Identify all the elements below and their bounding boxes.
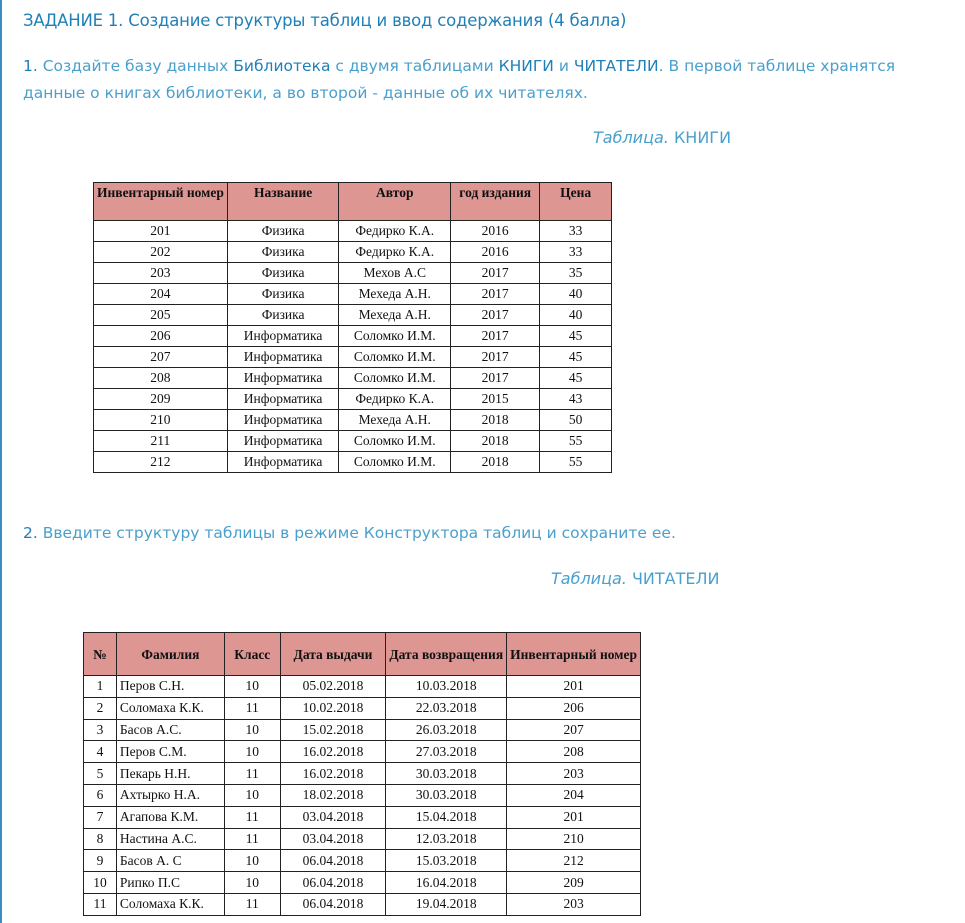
table-cell: 03.04.2018 [280,828,386,850]
table-cell: 12.03.2018 [386,828,507,850]
table-row [94,410,612,431]
table-row [84,741,641,763]
table-row [94,305,612,326]
table-cell: Соломаха К.К. [116,697,224,719]
readers-header-cell: Дата выдачи [280,633,386,676]
table-cell: 2016 [451,242,540,263]
table-cell: 40 [540,284,612,305]
table-cell: 202 [94,242,228,263]
table-cell: Информатика [227,452,339,473]
readers-header-cell: № [84,633,117,676]
table-row [84,763,641,785]
table-cell: 10 [224,850,280,872]
table-cell: 2017 [451,284,540,305]
table-row [94,263,612,284]
table-cell: 2018 [451,452,540,473]
table-row [84,719,641,741]
table-cell: 210 [94,410,228,431]
table-cell: 206 [94,326,228,347]
table-row [94,368,612,389]
books-table [93,182,612,473]
table-cell: 2018 [451,431,540,452]
table-cell: 15.03.2018 [386,850,507,872]
table-cell: Федирко К.А. [339,221,451,242]
table-cell: Ахтырко Н.А. [116,784,224,806]
table-row [84,784,641,806]
table-cell: Информатика [227,389,339,410]
table-row [84,806,641,828]
table-cell: 2 [84,697,117,719]
table-cell: 2017 [451,326,540,347]
table-row [94,326,612,347]
table-cell: 4 [84,741,117,763]
table-cell: 40 [540,305,612,326]
table-cell: Физика [227,305,339,326]
table-cell: Федирко К.А. [339,242,451,263]
table-cell: 55 [540,431,612,452]
table-cell: 05.02.2018 [280,676,386,698]
table-cell: 208 [94,368,228,389]
table-cell: 10 [224,719,280,741]
table-row [94,221,612,242]
table-cell: 27.03.2018 [386,741,507,763]
table-cell: 06.04.2018 [280,872,386,894]
table-cell: Соломаха К.К. [116,893,224,915]
table-cell: 7 [84,806,117,828]
page-title: ЗАДАНИЕ 1. Создание структуры таблиц и ввод содержания (4 балла) [23,11,627,30]
table-cell: 211 [94,431,228,452]
table-row [84,697,641,719]
table-cell: Федирко К.А. [339,389,451,410]
books-header-cell: Инвентарный номер [94,183,228,221]
table-cell: 15.04.2018 [386,806,507,828]
table-cell: Агапова К.М. [116,806,224,828]
table-cell: 30.03.2018 [386,763,507,785]
table-cell: 11 [224,763,280,785]
books-header-cell: год издания [451,183,540,221]
table-row [84,872,641,894]
table-cell: Перов С.Н. [116,676,224,698]
table-cell: Настина А.С. [116,828,224,850]
task-1-number: 1. [23,57,38,75]
table-cell: Информатика [227,410,339,431]
table-cell: 204 [507,784,641,806]
table-cell: 212 [94,452,228,473]
table-row [94,347,612,368]
table-cell: Физика [227,284,339,305]
table-row [94,389,612,410]
table-cell: Басов А.С. [116,719,224,741]
table-row [84,850,641,872]
table-cell: Соломко И.М. [339,368,451,389]
table-name-readers: ЧИТАТЕЛИ [573,57,659,75]
table-cell: 2018 [451,410,540,431]
table-name-books: КНИГИ [498,57,554,75]
table-row [84,828,641,850]
table-row [94,284,612,305]
table-cell: 2016 [451,221,540,242]
table-cell: Мехеда А.Н. [339,284,451,305]
table-cell: Соломко И.М. [339,326,451,347]
table-cell: 2017 [451,368,540,389]
table-row [84,893,641,915]
table-cell: Соломко И.М. [339,431,451,452]
table-cell: 201 [507,806,641,828]
table-cell: Информатика [227,347,339,368]
table-cell: 201 [507,676,641,698]
table-cell: 11 [84,893,117,915]
books-header-cell: Название [227,183,339,221]
table-cell: Физика [227,242,339,263]
table-cell: 10 [224,676,280,698]
table-cell: Соломко И.М. [339,347,451,368]
table-cell: 207 [94,347,228,368]
left-border [0,0,2,923]
table-cell: 16.02.2018 [280,741,386,763]
table-cell: Мехов А.С [339,263,451,284]
task-2-text: 2. Введите структуру таблицы в режиме Конструктора таблиц и сохраните ее. [23,524,676,542]
table-cell: Перов С.М. [116,741,224,763]
table-cell: 45 [540,326,612,347]
table-cell: 55 [540,452,612,473]
table-cell: 11 [224,697,280,719]
table-cell: 206 [507,697,641,719]
task-2-number: 2. [23,524,38,542]
table-cell: 45 [540,368,612,389]
table-cell: 50 [540,410,612,431]
table-cell: 15.02.2018 [280,719,386,741]
table-cell: 10 [224,741,280,763]
readers-header-cell: Фамилия [116,633,224,676]
table-cell: 18.02.2018 [280,784,386,806]
table-cell: 205 [94,305,228,326]
table-cell: 16.04.2018 [386,872,507,894]
table-cell: 9 [84,850,117,872]
table-row [84,676,641,698]
readers-table-caption: Таблица. ЧИТАТЕЛИ [551,569,720,588]
table-cell: Информатика [227,368,339,389]
table-cell: 204 [94,284,228,305]
table-cell: 10.02.2018 [280,697,386,719]
table-cell: 35 [540,263,612,284]
table-cell: 30.03.2018 [386,784,507,806]
table-cell: Физика [227,263,339,284]
books-header-cell: Автор [339,183,451,221]
readers-header-cell: Дата возвращения [386,633,507,676]
table-cell: 10 [224,784,280,806]
table-cell: 2017 [451,263,540,284]
table-cell: 10 [224,872,280,894]
table-cell: Мехеда А.Н. [339,410,451,431]
table-cell: Пекарь Н.Н. [116,763,224,785]
table-cell: 203 [507,893,641,915]
table-cell: 2015 [451,389,540,410]
table-cell: Мехеда А.Н. [339,305,451,326]
table-cell: 210 [507,828,641,850]
table-cell: 22.03.2018 [386,697,507,719]
database-name: Библиотека [233,57,331,75]
table-row [94,452,612,473]
readers-header-cell: Инвентарный номер [507,633,641,676]
table-cell: Рипко П.С [116,872,224,894]
table-cell: 207 [507,719,641,741]
task-1-text: 1. Создайте базу данных Библиотека с двумя таблицами КНИГИ и ЧИТАТЕЛИ. В первой таблице хранятся данные о книгах библиотеки, а во второй - данные об их читателях. [23,57,896,102]
table-cell: 208 [507,741,641,763]
table-cell: 33 [540,242,612,263]
table-cell: 2017 [451,347,540,368]
table-cell: 33 [540,221,612,242]
table-cell: 11 [224,893,280,915]
table-cell: 06.04.2018 [280,850,386,872]
books-table-caption: Таблица. КНИГИ [593,128,732,147]
table-cell: 16.02.2018 [280,763,386,785]
table-cell: 03.04.2018 [280,806,386,828]
table-cell: Басов А. С [116,850,224,872]
table-cell: 203 [507,763,641,785]
table-cell: 212 [507,850,641,872]
table-cell: Информатика [227,326,339,347]
table-cell: 11 [224,806,280,828]
table-cell: 209 [94,389,228,410]
books-header-cell: Цена [540,183,612,221]
table-cell: Соломко И.М. [339,452,451,473]
table-cell: 10.03.2018 [386,676,507,698]
table-cell: 5 [84,763,117,785]
table-row [94,242,612,263]
table-cell: 11 [224,828,280,850]
table-cell: 209 [507,872,641,894]
table-cell: 45 [540,347,612,368]
table-cell: 43 [540,389,612,410]
readers-table [83,632,641,916]
table-cell: Физика [227,221,339,242]
table-cell: 6 [84,784,117,806]
readers-header-cell: Класс [224,633,280,676]
table-row [94,431,612,452]
table-cell: 26.03.2018 [386,719,507,741]
table-cell: 203 [94,263,228,284]
table-cell: 2017 [451,305,540,326]
table-cell: 1 [84,676,117,698]
table-cell: 10 [84,872,117,894]
table-cell: 201 [94,221,228,242]
table-cell: Информатика [227,431,339,452]
table-cell: 8 [84,828,117,850]
table-cell: 3 [84,719,117,741]
table-cell: 19.04.2018 [386,893,507,915]
table-cell: 06.04.2018 [280,893,386,915]
